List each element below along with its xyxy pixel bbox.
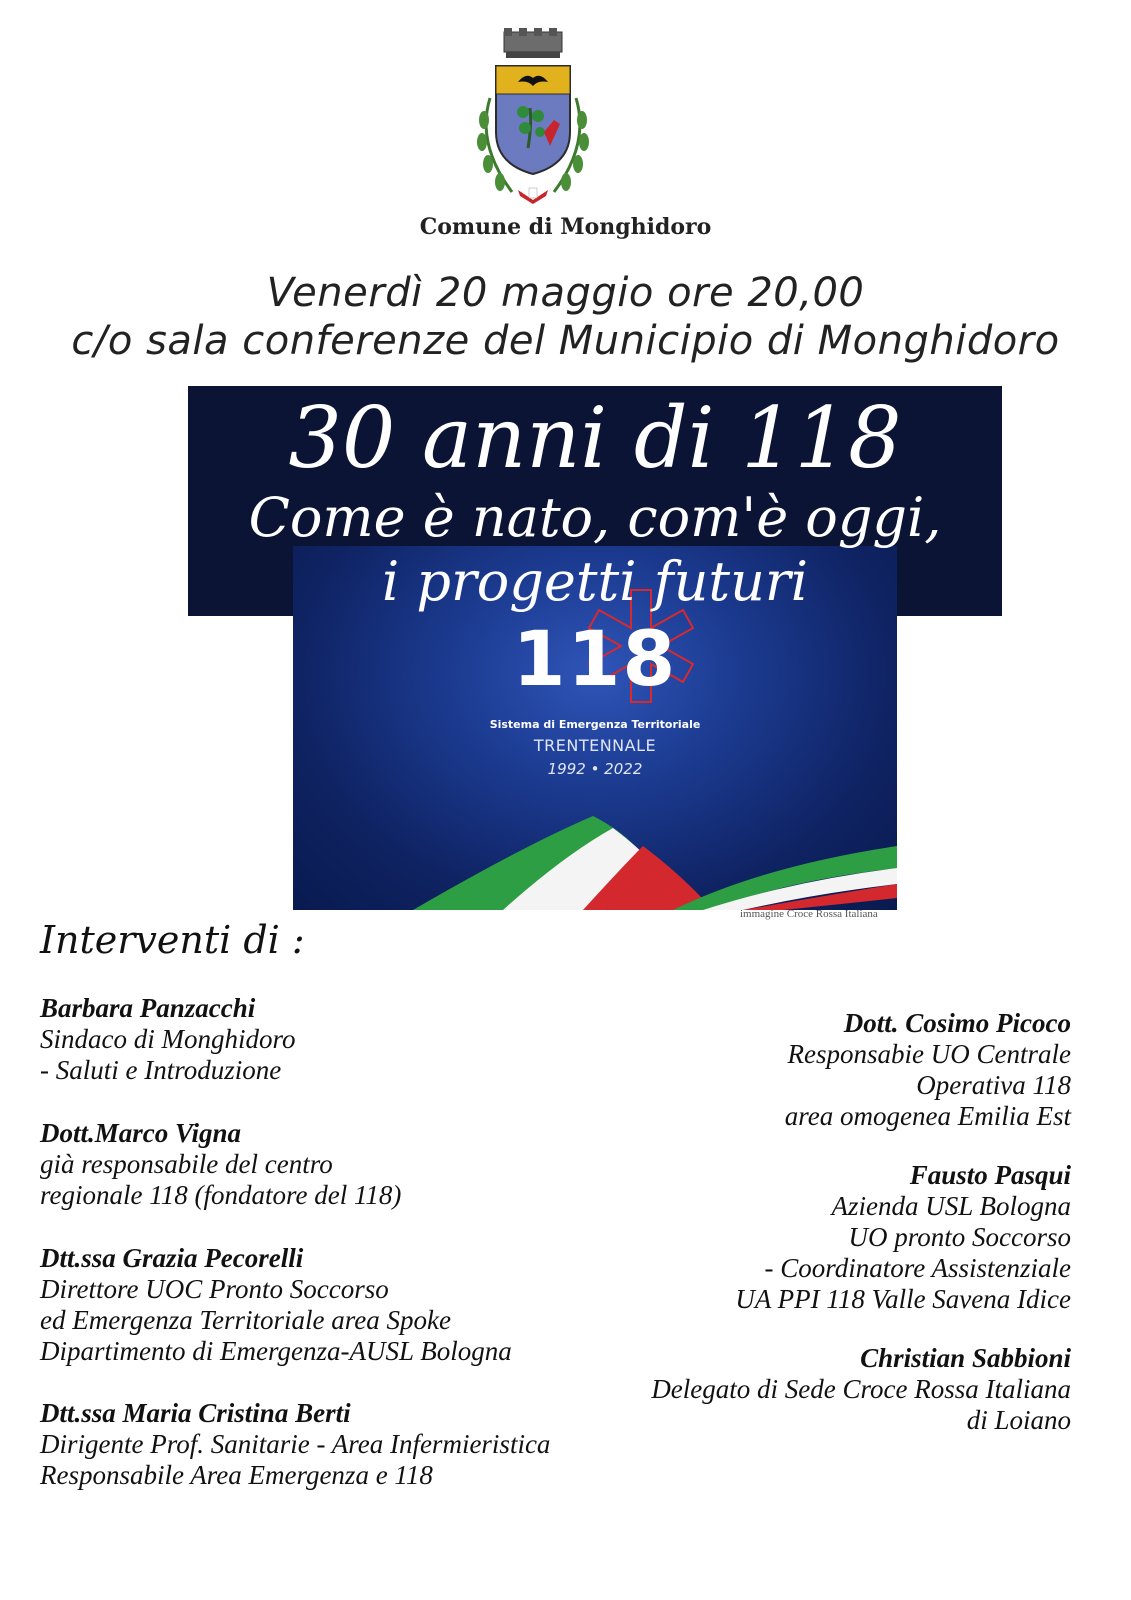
- speaker-role-line: di Loiano: [966, 1405, 1071, 1435]
- speaker-name: Fausto Pasqui: [909, 1160, 1071, 1190]
- speaker-role-line: ed Emergenza Territoriale area Spoke: [40, 1305, 451, 1335]
- event-venue: c/o sala conferenze del Municipio di Monghidoro: [71, 318, 1060, 364]
- municipality-name: Comune di Monghidoro: [419, 214, 712, 240]
- speakers-heading: Interventi di :: [40, 918, 305, 962]
- speaker-role-line: Dirigente Prof. Sanitarie - Area Infermieristica: [40, 1429, 551, 1459]
- speaker-role-line: - Coordinatore Assistenziale: [764, 1253, 1071, 1283]
- event-subtitle-line1: Come è nato, com'è oggi,: [248, 486, 942, 549]
- speaker-role-line: Operativa 118: [916, 1070, 1071, 1100]
- speaker-role-line: Responsabie UO Centrale: [787, 1039, 1071, 1069]
- speaker-role-line: - Saluti e Introduzione: [40, 1055, 282, 1085]
- logo-118-number: 118: [512, 614, 678, 703]
- speaker-role-line: Responsabile Area Emergenza e 118: [40, 1460, 433, 1490]
- speaker-role-line: area omogenea Emilia Est: [784, 1101, 1071, 1131]
- speaker-name: Dott. Cosimo Picoco: [843, 1008, 1071, 1038]
- event-title: 30 anni di 118: [288, 389, 902, 487]
- speaker-role-line: Direttore UOC Pronto Soccorso: [40, 1274, 389, 1304]
- speaker-role-line: Delegato di Sede Croce Rossa Italiana: [651, 1374, 1071, 1404]
- coat-of-arms-icon: [468, 24, 598, 206]
- logo-years: 1992 • 2022: [547, 760, 643, 778]
- logo-system-name: Sistema di Emergenza Territoriale: [489, 718, 701, 731]
- image-credit: immagine Croce Rossa Italiana: [740, 908, 878, 920]
- speaker-role-line: regionale 118 (fondatore del 118): [40, 1180, 402, 1210]
- logo-anniversary: TRENTENNALE: [533, 736, 657, 755]
- speaker-role-line: Dipartimento di Emergenza-AUSL Bologna: [40, 1336, 512, 1366]
- speaker-role-line: Sindaco di Monghidoro: [40, 1024, 296, 1054]
- speaker-right-2: [551, 1160, 1071, 1315]
- speaker-name: Dtt.ssa Maria Cristina Berti: [40, 1398, 351, 1428]
- event-date-time: Venerdì 20 maggio ore 20,00: [266, 270, 865, 316]
- speaker-role-line: Azienda USL Bologna: [831, 1191, 1071, 1221]
- speaker-right-3: [571, 1343, 1071, 1436]
- speaker-role-line: UO pronto Soccorso: [848, 1222, 1071, 1252]
- speaker-name: Dott.Marco Vigna: [40, 1118, 242, 1148]
- speaker-role-line: già responsabile del centro: [40, 1149, 333, 1179]
- speaker-name: Barbara Panzacchi: [40, 993, 256, 1023]
- speaker-name: Christian Sabbioni: [860, 1343, 1071, 1373]
- speaker-right-1: [551, 1008, 1071, 1132]
- speaker-role-line: UA PPI 118 Valle Savena Idice: [735, 1284, 1071, 1314]
- speaker-name: Dtt.ssa Grazia Pecorelli: [40, 1243, 304, 1273]
- event-subtitle-line2: i progetti futuri: [381, 550, 808, 613]
